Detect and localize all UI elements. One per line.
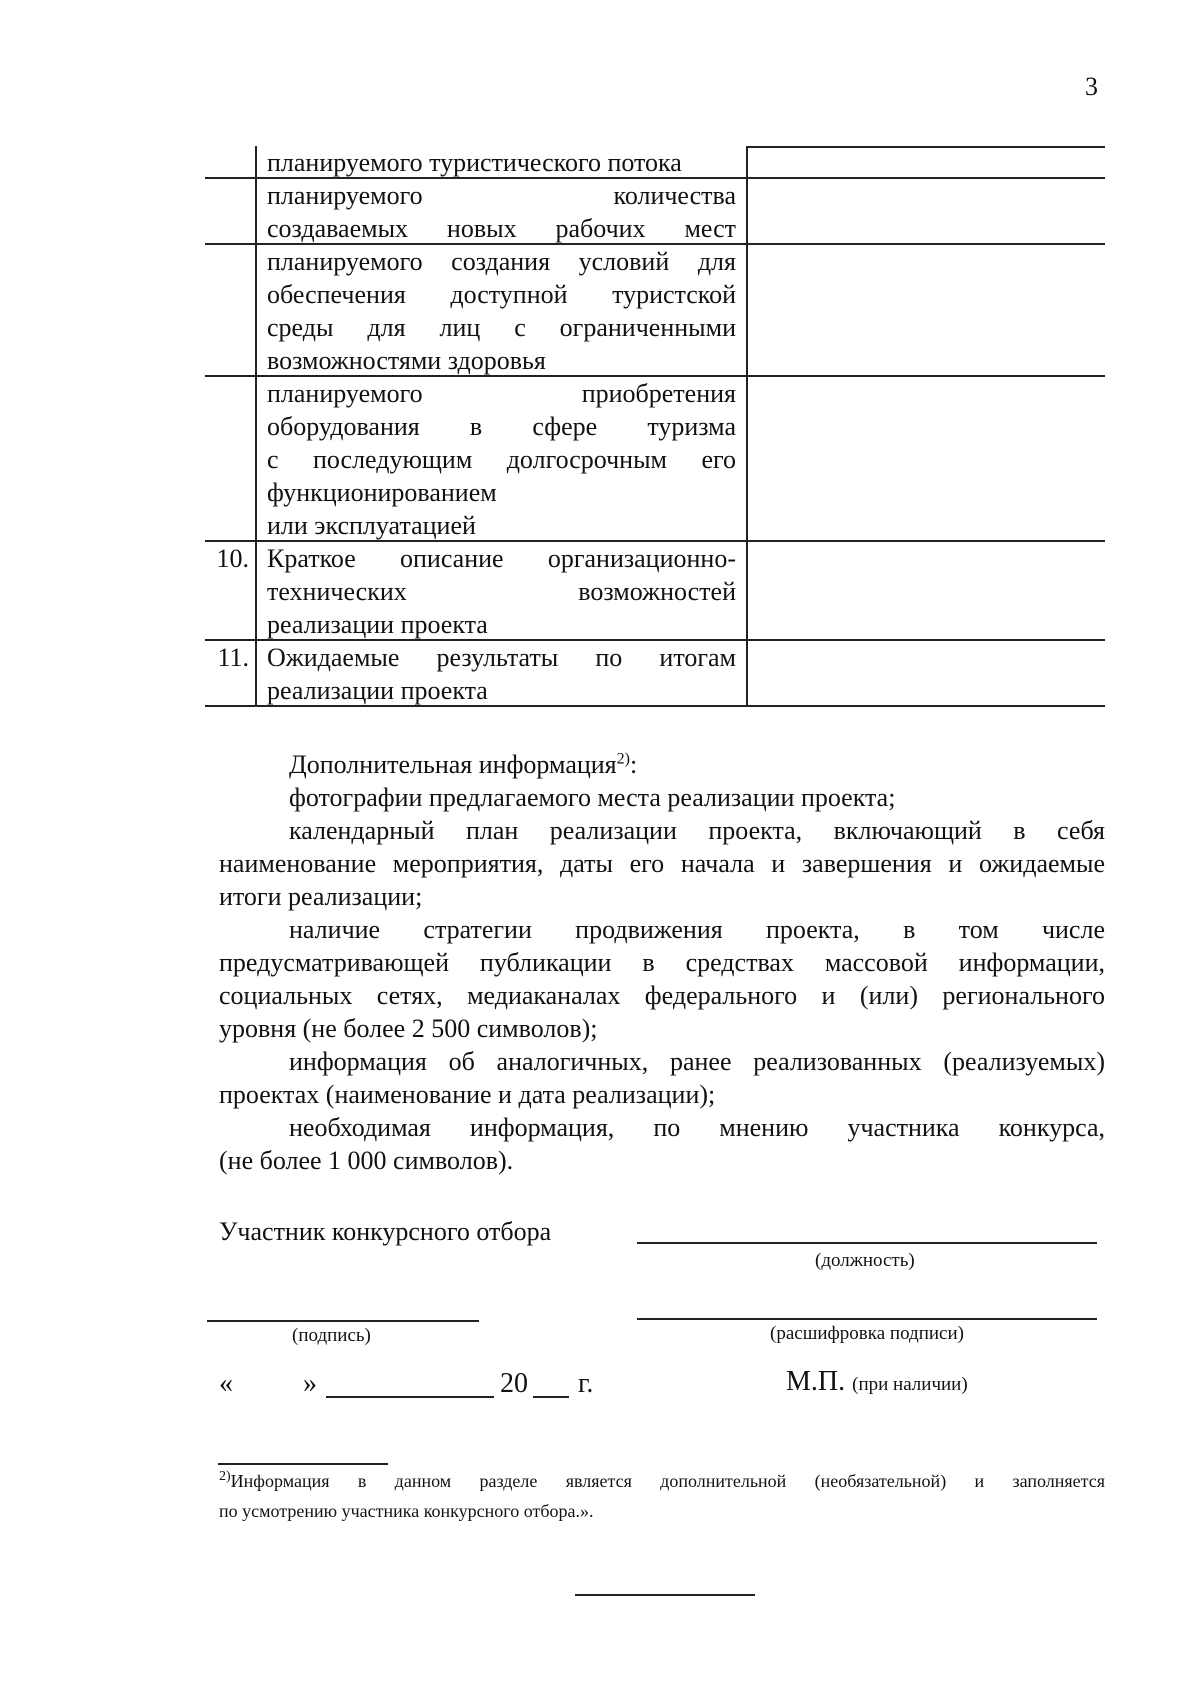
desc-line: технических возможностей <box>267 577 736 606</box>
desc-line: среды для лиц с ограниченными <box>267 313 736 342</box>
desc-line: Краткое описание организационно- <box>267 544 736 573</box>
info-line: итоги реализации; <box>219 882 423 911</box>
desc-line: функционированием <box>267 478 497 507</box>
desc-line: с последующим долгосрочным его <box>267 445 736 474</box>
participant-label: Участник конкурсного отбора <box>219 1217 552 1246</box>
desc-line: или эксплуатацией <box>267 511 476 540</box>
footnote-line: по усмотрению участника конкурсного отбора.». <box>219 1501 594 1521</box>
open-quote: « <box>219 1368 233 1399</box>
row-number <box>205 179 257 245</box>
desc-line: Ожидаемые результаты по итогам <box>267 643 736 672</box>
desc-line: планируемого приобретения <box>267 379 736 408</box>
end-divider <box>575 1594 755 1596</box>
stamp-label: М.П. (при наличии) <box>786 1366 968 1397</box>
row-description <box>257 245 748 377</box>
position-field[interactable] <box>637 1242 1097 1244</box>
footnote-mark: 2) <box>219 1469 231 1484</box>
row-number <box>205 377 257 542</box>
decipher-caption: (расшифровка подписи) <box>770 1323 964 1344</box>
info-line: календарный план реализации проекта, включающий в себя <box>289 816 1105 845</box>
info-line: информация об аналогичных, ранее реализованных (реализуемых) <box>289 1047 1105 1076</box>
row-number <box>205 245 257 377</box>
decipher-field[interactable] <box>637 1318 1097 1320</box>
info-line: (не более 1 000 символов). <box>219 1146 514 1175</box>
info-line: уровня (не более 2 500 символов); <box>219 1014 598 1043</box>
signature-caption: (подпись) <box>292 1325 371 1346</box>
row-value-cell[interactable] <box>748 377 1105 542</box>
row-description <box>257 641 748 707</box>
year-suffix: г. <box>578 1368 594 1399</box>
table-row <box>205 542 1105 641</box>
page-number: 3 <box>1085 72 1098 101</box>
info-line: предусматривающей публикации в средствах массовой информации, <box>219 948 1105 977</box>
table-row <box>205 377 1105 542</box>
row-number <box>205 146 257 179</box>
row-description <box>257 146 748 179</box>
desc-line: планируемого создания условий для <box>267 247 736 276</box>
row-value-cell[interactable] <box>748 542 1105 641</box>
row-number: 10. <box>205 542 257 641</box>
row-value-cell[interactable] <box>748 641 1105 707</box>
desc-line: планируемого количества <box>267 181 736 210</box>
footnote-ref: 2) <box>616 750 630 768</box>
year-field[interactable] <box>533 1396 569 1398</box>
additional-info-section <box>219 748 1105 1177</box>
year-prefix: 20 <box>500 1368 528 1399</box>
info-paragraph: фотографии предлагаемого места реализации проекта; <box>289 783 896 812</box>
row-value-cell[interactable] <box>748 179 1105 245</box>
info-line: проектах (наименование и дата реализации); <box>219 1080 716 1109</box>
row-description <box>257 179 748 245</box>
footnote-line: $^{2)}$Информация в данном разделе является дополнительной (необязательной) и заполняется <box>219 1469 1105 1491</box>
info-line: наличие стратегии продвижения проекта, в том числе <box>289 915 1105 944</box>
row-description <box>257 377 748 542</box>
footnote <box>219 1466 1105 1526</box>
stamp-note: (при наличии) <box>852 1374 968 1395</box>
info-line: необходимая информация, по мнению участника конкурса, <box>289 1113 1105 1142</box>
info-line: социальных сетях, медиаканалах федерального и (или) регионального <box>219 981 1105 1010</box>
table-row <box>205 179 1105 245</box>
desc-line: создаваемых новых рабочих мест <box>267 214 736 243</box>
desc-line: реализации проекта <box>267 676 488 705</box>
desc-line: возможностями здоровья <box>267 346 546 375</box>
table-row <box>205 641 1105 707</box>
date-month-field[interactable] <box>326 1396 494 1398</box>
row-value-cell[interactable] <box>748 146 1105 179</box>
desc-line: оборудования в сфере туризма <box>267 412 736 441</box>
signature-field[interactable] <box>207 1320 479 1322</box>
table-row <box>205 245 1105 377</box>
desc-line: обеспечения доступной туристской <box>267 280 736 309</box>
additional-info-heading: Дополнительная информация$^{2)}$: <box>289 750 638 779</box>
table-row <box>205 146 1105 179</box>
position-caption: (должность) <box>815 1250 915 1271</box>
row-description <box>257 542 748 641</box>
row-number: 11. <box>205 641 257 707</box>
footnote-divider <box>218 1463 388 1465</box>
desc-line: планируемого туристического потока <box>267 148 682 177</box>
info-line: наименование мероприятия, даты его начала и завершения и ожидаемые <box>219 849 1105 878</box>
application-form-table <box>205 146 1105 707</box>
desc-line: реализации проекта <box>267 610 488 639</box>
row-value-cell[interactable] <box>748 245 1105 377</box>
close-quote: » <box>303 1368 317 1399</box>
